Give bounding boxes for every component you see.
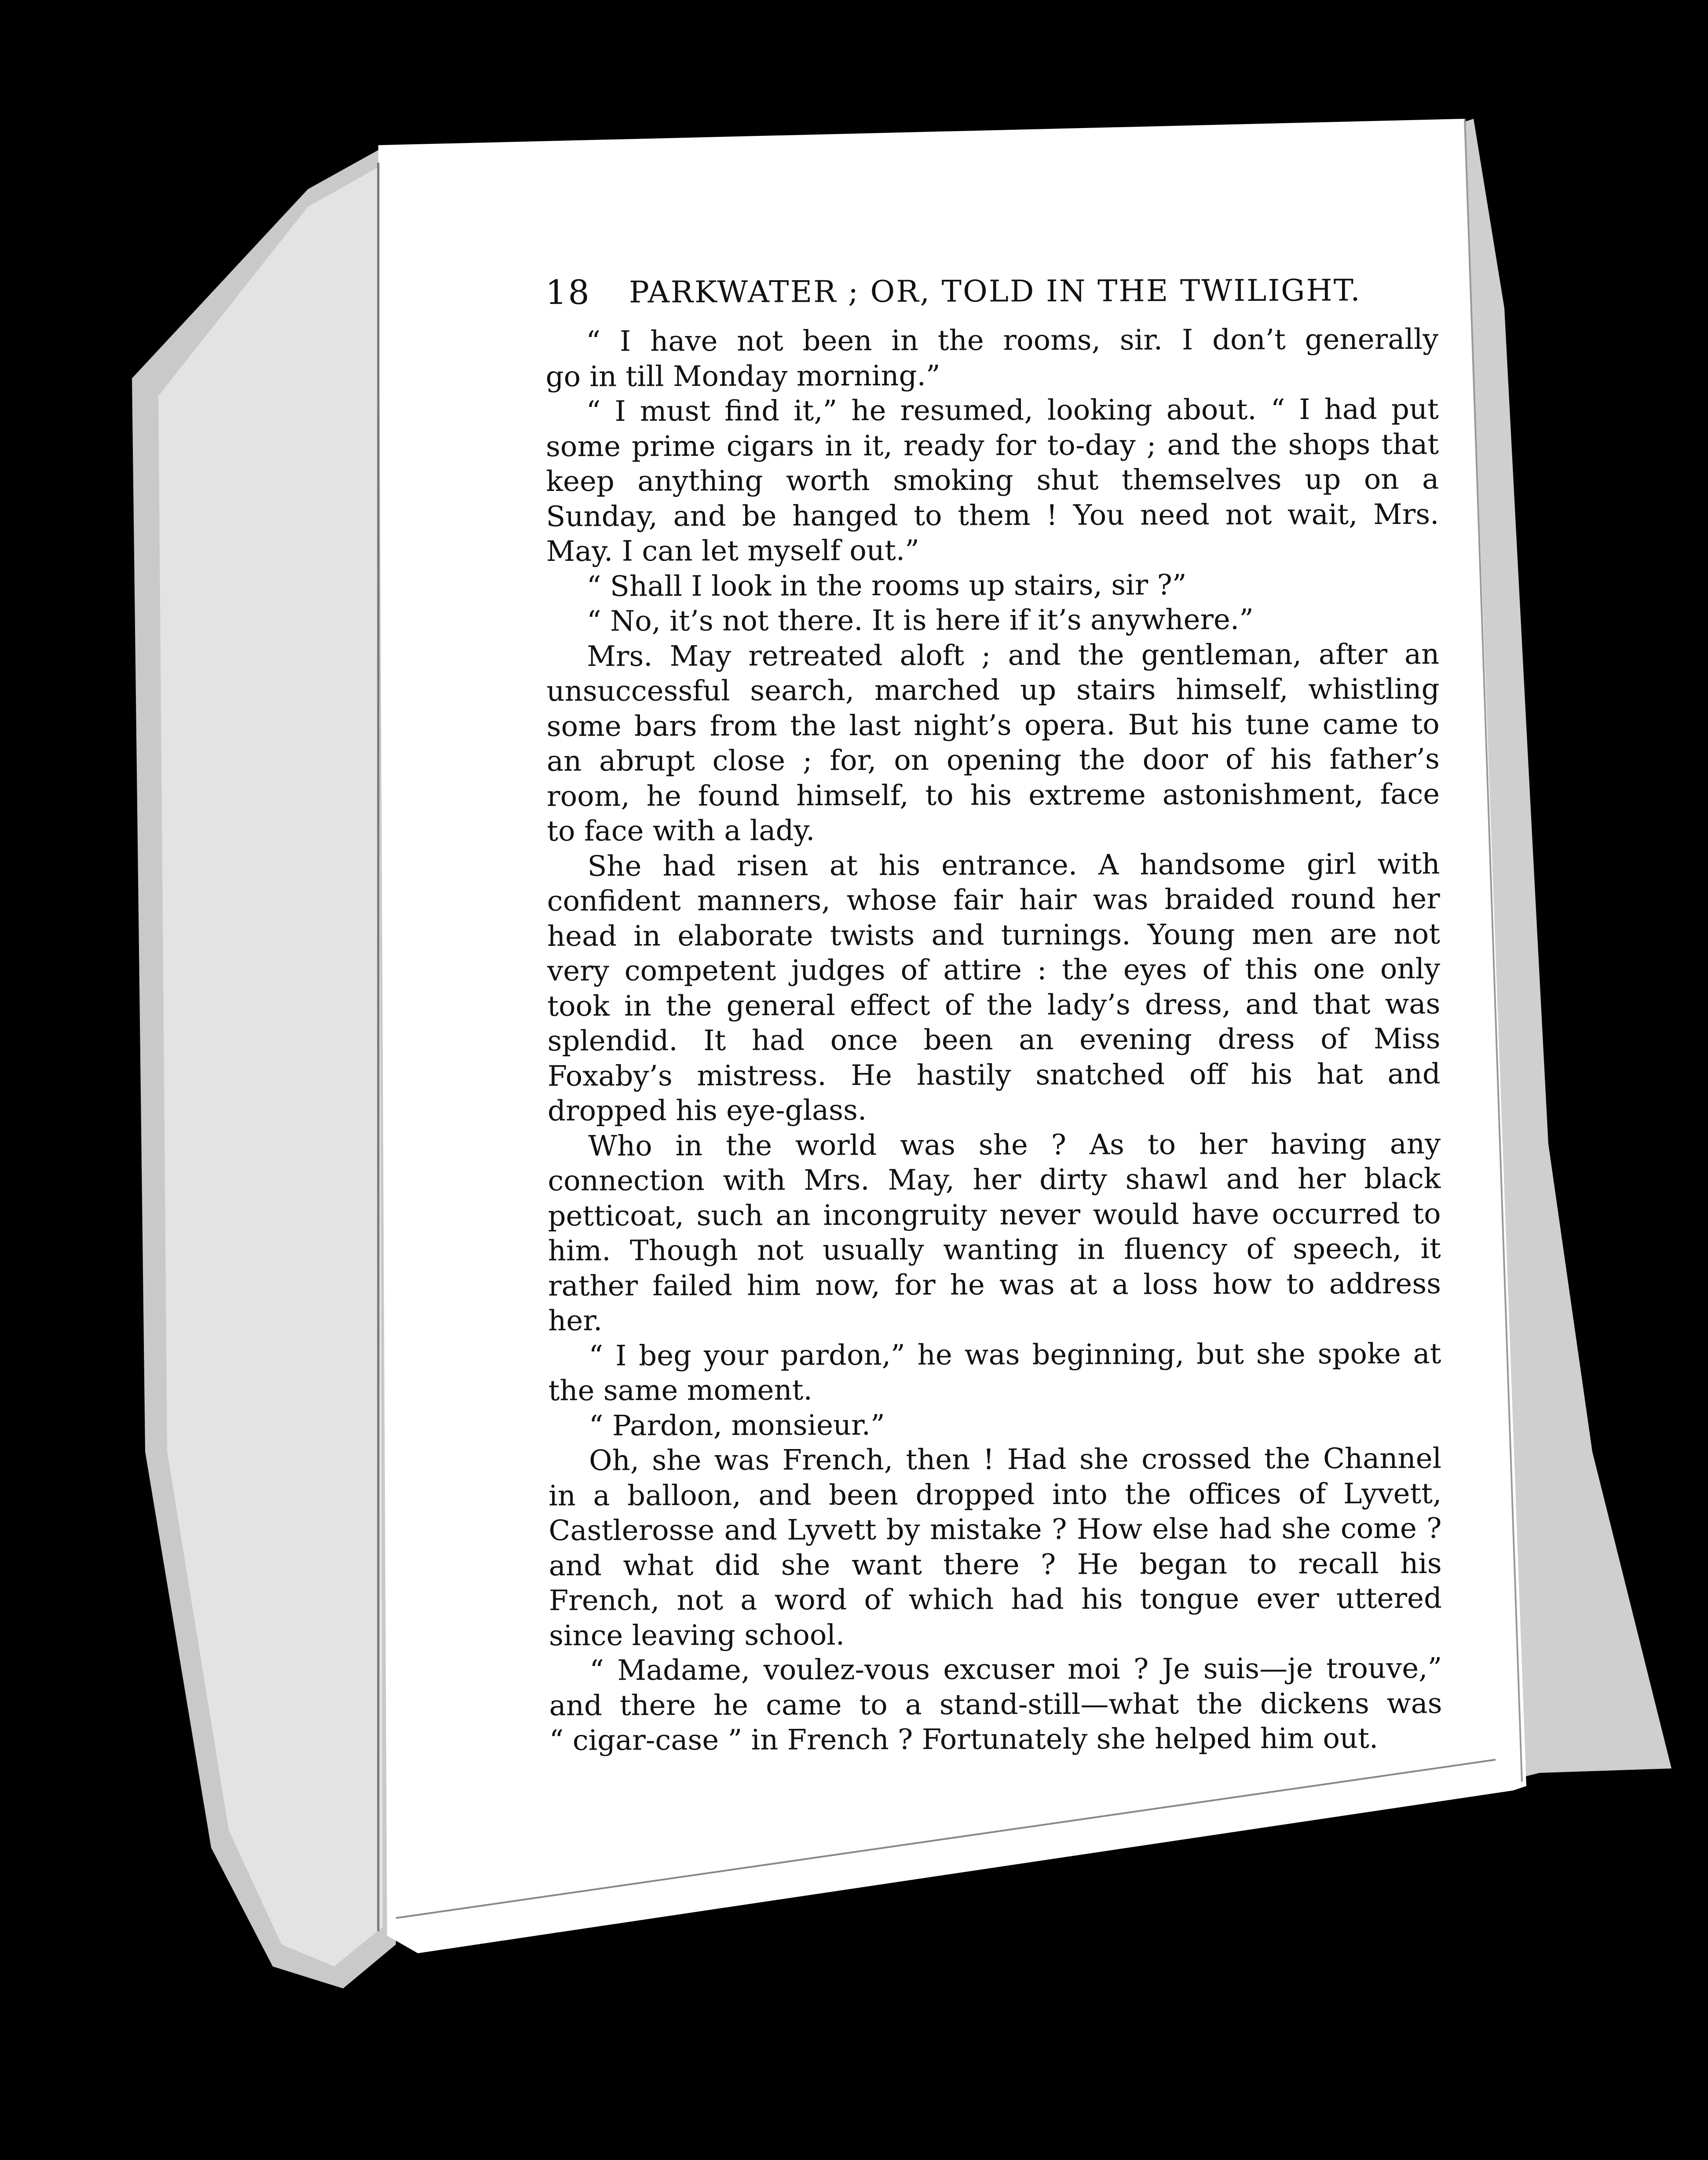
text-line: head in elaborate twists and turnings. Young men are not xyxy=(547,918,1441,953)
text-line: to face with a lady. xyxy=(547,814,815,848)
text-line: took in the general effect of the lady’s dress, and that was xyxy=(547,988,1441,1023)
text-line: splendid. It had once been an evening dress of Miss xyxy=(547,1022,1441,1058)
text-line: very competent judges of attire : the eyes of this one only xyxy=(547,952,1441,988)
text-line: and there he came to a stand-still—what the dickens was xyxy=(549,1687,1442,1722)
running-head-title: PARKWATER ; OR, TOLD IN THE TWILIGHT. xyxy=(629,273,1361,310)
text-line: Castlerosse and Lyvett by mistake ? How else had she come ? xyxy=(549,1512,1442,1547)
text-line: Oh, she was French, then ! Had she crossed the Channel xyxy=(589,1442,1442,1477)
text-line: Mrs. May retreated aloft ; and the gentleman, after an xyxy=(587,638,1440,673)
text-line: Sunday, and be hanged to them ! You need not wait, Mrs. xyxy=(546,498,1439,533)
text-line: since leaving school. xyxy=(549,1618,845,1652)
text-line: Foxaby’s mistress. He hastily snatched off his hat and xyxy=(547,1058,1441,1093)
text-line: “ No, it’s not there. It is here if it’s anywhere.” xyxy=(586,603,1254,638)
text-line: some bars from the last night’s opera. But his tune came to xyxy=(546,708,1440,743)
text-line: “ I beg your pardon,” he was beginning, but she spoke at xyxy=(589,1337,1441,1373)
text-line: She had risen at his entrance. A handsome girl with xyxy=(587,848,1440,883)
text-line: petticoat, such an incongruity never would have occurred to xyxy=(548,1197,1441,1233)
text-line: go in till Monday morning.” xyxy=(545,359,940,393)
text-line: “ cigar-case ” in French ? Fortunately she helped him out. xyxy=(549,1722,1379,1757)
text-line: “ I must find it,” he resumed, looking about. “ I had put xyxy=(586,393,1439,428)
text-line: confident manners, whose fair hair was braided round her xyxy=(547,882,1440,918)
text-line: May. I can let myself out.” xyxy=(546,534,919,568)
text-line: “ Pardon, monsieur.” xyxy=(589,1409,885,1442)
text-line: keep anything worth smoking shut themselves up on a xyxy=(546,463,1439,498)
book-page xyxy=(545,271,1442,1839)
text-line: and what did she want there ? He began to recall his xyxy=(549,1547,1442,1582)
text-line: some prime cigars in it, ready for to-day ; and the shops that xyxy=(545,428,1439,463)
text-line: rather failed him now, for he was at a loss how to address xyxy=(548,1267,1441,1303)
text-line: dropped his eye-glass. xyxy=(547,1094,867,1128)
text-line: French, not a word of which had his tongue ever uttered xyxy=(549,1582,1442,1617)
text-line: connection with Mrs. May, her dirty shawl and her black xyxy=(548,1162,1441,1197)
text-line: room, he found himself, to his extreme astonishment, face xyxy=(547,778,1440,813)
page-number: 18 xyxy=(545,272,591,312)
text-line: unsuccessful search, marched up stairs himself, whistling xyxy=(546,673,1440,708)
text-line: “ Shall I look in the rooms up stairs, sir ?” xyxy=(586,568,1187,603)
text-line: an abrupt close ; for, on opening the door of his father’s xyxy=(546,743,1440,778)
running-head xyxy=(545,271,1438,312)
page-body xyxy=(545,322,1442,1759)
text-line: “ Madame, voulez-vous excuser moi ? Je suis—je trouve,” xyxy=(589,1652,1442,1687)
text-line: Who in the world was she ? As to her having any xyxy=(588,1128,1441,1163)
text-line: “ I have not been in the rooms, sir. I don’t generally xyxy=(586,323,1439,358)
text-line: the same moment. xyxy=(548,1374,812,1407)
text-line: him. Though not usually wanting in fluency of speech, it xyxy=(548,1232,1441,1267)
text-line: in a balloon, and been dropped into the offices of Lyvett, xyxy=(549,1477,1442,1512)
text-line: her. xyxy=(548,1304,603,1337)
